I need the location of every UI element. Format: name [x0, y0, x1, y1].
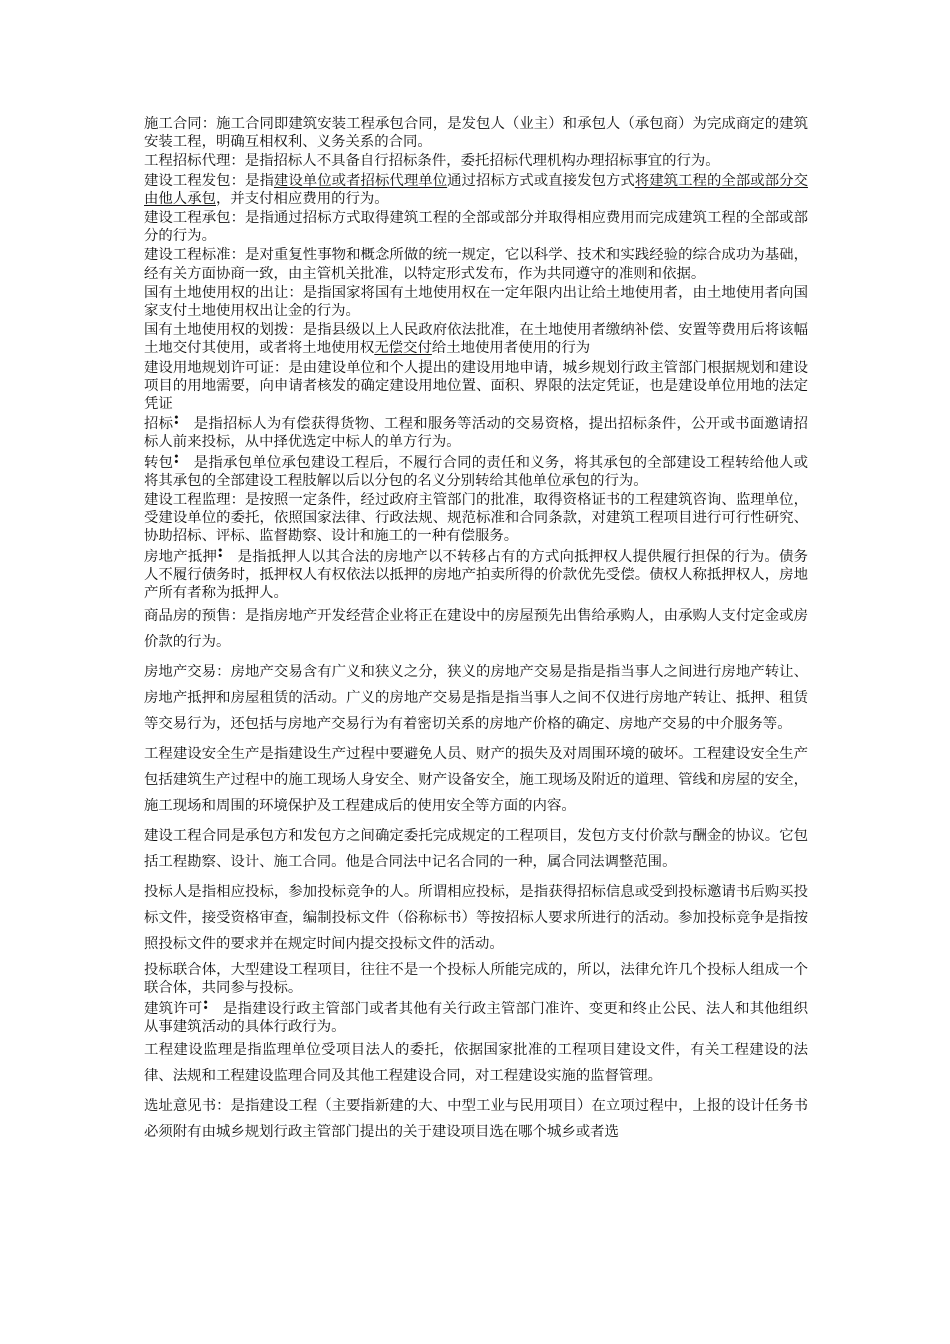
paragraph	[144, 993, 808, 1036]
paragraph	[144, 659, 808, 737]
paragraph	[144, 172, 808, 208]
paragraph	[144, 359, 808, 414]
paragraph	[144, 1037, 808, 1089]
paragraph	[144, 741, 808, 819]
text-run: 工程建设监理是指监理单位受项目法人的委托，依据国家批准的工程项目建设文件，有关工程建设的法律、法规和工程建设监理合同及其他工程建设合同，对工程建设实施的监督管理。	[144, 1042, 808, 1085]
text-run: 房地产交易：房地产交易含有广义和狭义之分，狭义的房地产交易是指是指当事人之间进行房地产转让、房地产抵押和房屋租赁的活动。广义的房地产交易是指是指当事人之间不仅进行房地产转让、抵押、租赁等交易行为，还包括与房地产交易行为有着密切关系的房地产价格的确定、房地产交易的中介服务等。	[144, 664, 808, 733]
text-run: 房地产抵押	[144, 548, 218, 565]
text-run: 建设工程发包：是指	[144, 172, 274, 189]
text-run: 建设工程监理：是按照一定条件，经过政府主管部门的批准，取得资格证书的工程建筑咨询、监理单位，受建设单位的委托，依照国家法律、行政法规、规范标准和合同条款，对建筑工程项目进行可行性研究、协助招标、评标、监督勘察、设计和施工的一种有偿服务。	[144, 492, 808, 545]
underlined-text: 无偿交付	[374, 340, 432, 357]
colon-mark: :	[217, 541, 224, 562]
colon-mark: :	[173, 447, 180, 468]
underlined-text: 建设单位或者招标代理单位	[273, 172, 448, 189]
paragraph	[144, 823, 808, 875]
paragraph	[144, 961, 808, 997]
paragraph	[144, 246, 808, 282]
text-run: 是指承包单位承包建设工程后，不履行合同的责任和义务，将其承包的全部建设工程转给他人或将其承包的全部建设工程肢解以后以分包的名义分别转给其他单位承包的行为。	[144, 454, 808, 489]
paragraph	[144, 1093, 808, 1145]
text-run: 是指抵押人以其合法的房地产以不转移占有的方式向抵押权人提供履行担保的行为。债务人不履行债务时，抵押权人有权依法以抵押的房地产拍卖所得的价款优先受偿。债权人称抵押权人，房地产所有者称为抵押人。	[144, 548, 808, 602]
colon-mark: :	[173, 409, 180, 430]
colon-mark: :	[202, 993, 209, 1014]
text-run: 工程招标代理：是指招标人不具备自行招标条件，委托招标代理机构办理招标事宜的行为。	[144, 153, 720, 170]
text-run: 国有土地使用权的出让：是指国家将国有土地使用权在一定年限内出让给土地使用者，由土地使用者向国家支付土地使用权出让金的行为。	[144, 284, 808, 320]
text-run: 建设工程合同是承包方和发包方之间确定委托完成规定的工程项目，发包方支付价款与酬金的协议。它包括工程勘察、设计、施工合同。他是合同法中记名合同的一种，属合同法调整范围。	[144, 828, 808, 871]
paragraph	[144, 284, 808, 320]
text-run: 是指招标人为有偿获得货物、工程和服务等活动的交易资格，提出招标条件，公开或书面邀请招标人前来投标，从中择优选定中标人的单方行为。	[144, 416, 808, 451]
paragraph	[144, 209, 808, 245]
text-run: 工程建设安全生产是指建设生产过程中要避免人员、财产的损失及对周围环境的破坏。工程建设安全生产包括建筑生产过程中的施工现场人身安全、财产设备安全，施工现场及附近的道理、管线和房屋的安全，施工现场和周围的环境保护及工程建成后的使用安全等方面的内容。	[144, 746, 808, 815]
paragraph	[144, 603, 808, 655]
paragraph	[144, 321, 808, 357]
text-run: 招标	[144, 416, 174, 433]
text-run: 是指建设行政主管部门或者其他有关行政主管部门准许、变更和终止公民、法人和其他组织从事建筑活动的具体行政行为。	[144, 1000, 808, 1035]
text-run: 建设用地规划许可证：是由建设单位和个人提出的建设用地申请，城乡规划行政主管部门根据规划和建设项目的用地需要，向申请者核发的确定建设用地位置、面积、界限的法定凭证，也是建设单位用地的法定凭证	[144, 359, 808, 413]
text-run: 建设工程标准：是对重复性事物和概念所做的统一规定，它以科学、技术和实践经验的综合成功为基础，经有关方面协商一致，由主管机关批准，以特定形式发布，作为共同遵守的准则和依据。	[144, 247, 808, 282]
text-run: 建筑许可	[144, 1000, 203, 1017]
text-run: 建设工程承包：是指通过招标方式取得建筑工程的全部或部分并取得相应费用而完成建筑工程的全部或部分的行为。	[144, 210, 808, 245]
paragraph	[144, 409, 808, 451]
paragraph	[144, 879, 808, 957]
text-run: 给土地使用者使用的行为	[431, 340, 591, 357]
underlined-text: 将建筑工程的全部或部分交由他人承包	[144, 172, 808, 207]
paragraph	[144, 115, 808, 151]
paragraph	[144, 491, 808, 546]
document-body	[144, 115, 808, 1149]
text-run: ，并支付相应费用的行为。	[215, 190, 389, 207]
text-run: 国有土地使用权的划拨：是指县级以上人民政府依法批准，在土地使用者缴纳补偿、安置等费用后将该幅土地交付其使用，或者将土地使用权	[144, 322, 808, 357]
text-run: 通过招标方式或直接发包方式	[447, 172, 635, 189]
text-run: 施工合同：施工合同即建筑安装工程承包合同，是发包人（业主）和承包人（承包商）为完成商定的建筑安装工程，明确互相权利、义务关系的合同。	[144, 116, 808, 151]
text-run: 选址意见书：是指建设工程（主要指新建的大、中型工业与民用项目）在立项过程中，上报的设计任务书必须附有由城乡规划行政主管部门提出的关于建设项目选在哪个城乡或者选	[144, 1098, 808, 1141]
paragraph	[144, 447, 808, 490]
text-run: 转包	[144, 454, 174, 471]
paragraph	[144, 152, 808, 170]
text-run: 商品房的预售：是指房地产开发经营企业将正在建设中的房屋预先出售给承购人，由承购人支付定金或房价款的行为。	[144, 608, 808, 651]
text-run: 投标人是指相应投标，参加投标竞争的人。所谓相应投标，是指获得招标信息或受到投标邀请书后购买投标文件，接受资格审查，编制投标文件（俗称标书）等按招标人要求所进行的活动。参加投标竞争是指按照投标文件的要求并在规定时间内提交投标文件的活动。	[144, 884, 808, 953]
paragraph	[144, 541, 808, 603]
text-run: 投标联合体，大型建设工程项目，往往不是一个投标人所能完成的，所以，法律允许几个投标人组成一个联合体，共同参与投标。	[144, 962, 808, 997]
